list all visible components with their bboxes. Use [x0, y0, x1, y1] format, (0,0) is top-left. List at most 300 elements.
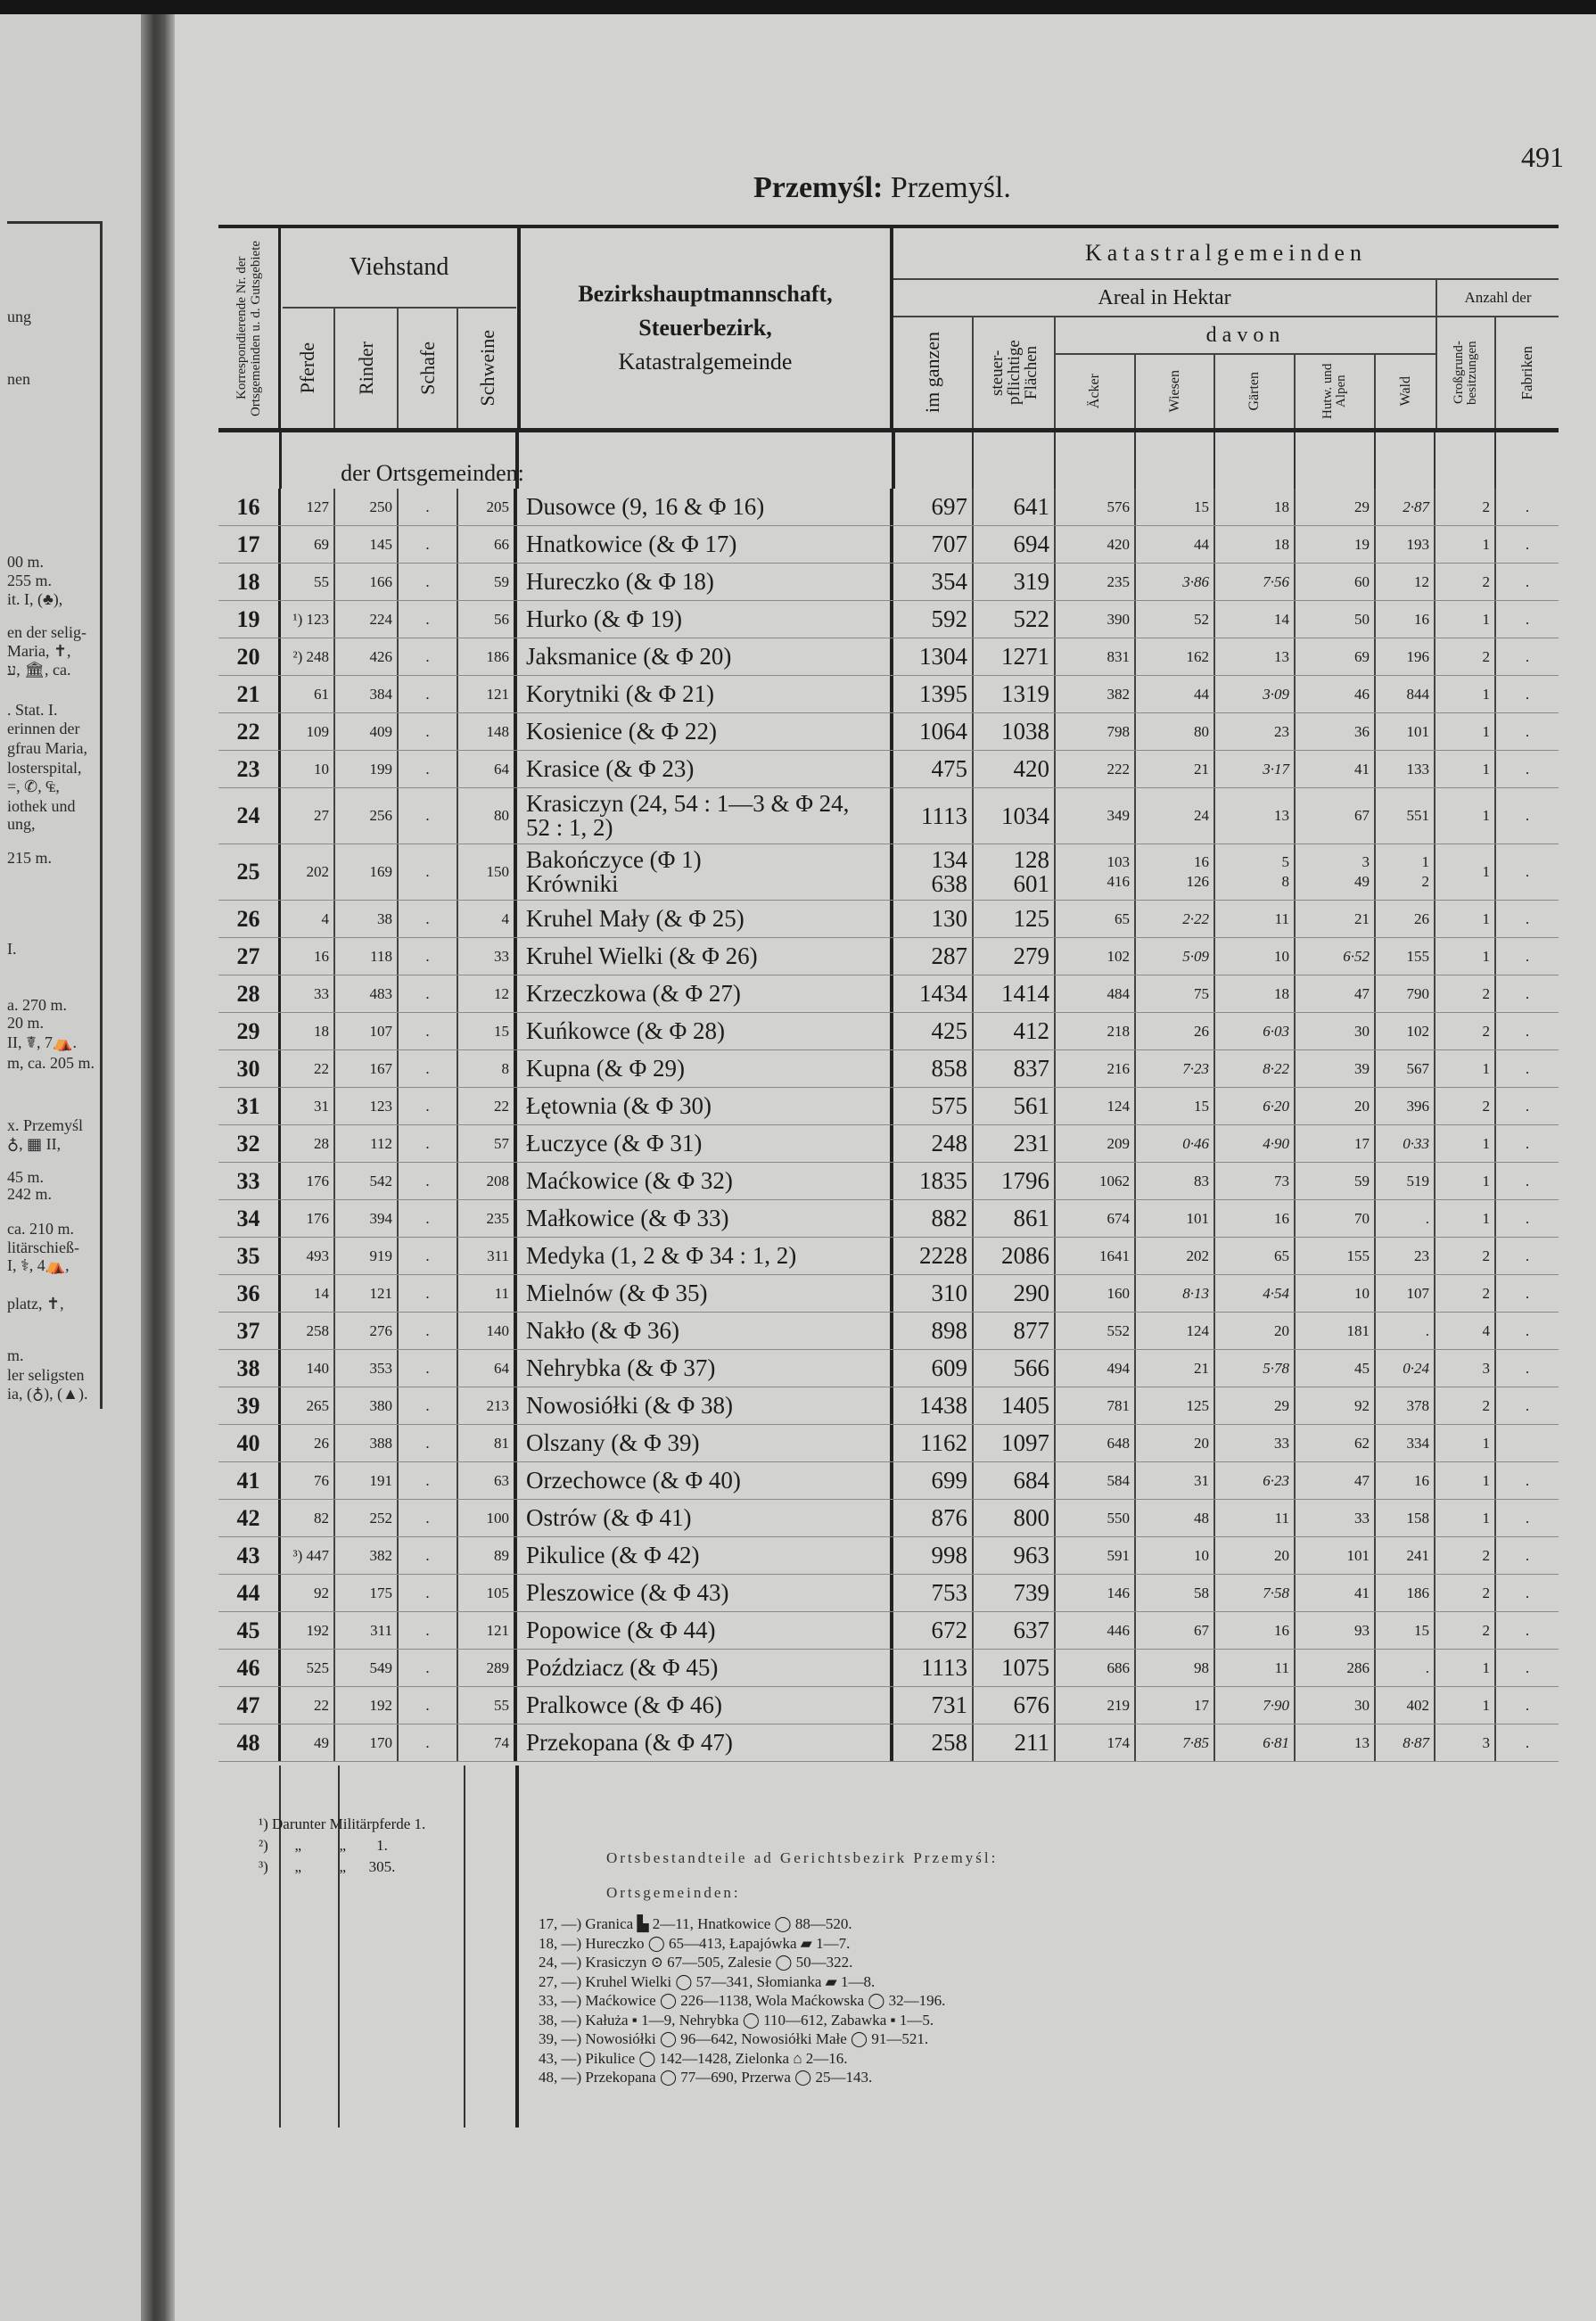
cell-katastralgemeinde: Kosienice (& Φ 22)	[517, 713, 893, 750]
cell-area-total: 134 638	[893, 844, 974, 900]
cell-grossgrund: 1	[1436, 1687, 1496, 1724]
cell-pferde: 61	[281, 676, 335, 712]
cell-wald: 844	[1376, 676, 1436, 712]
cell-schafe: .	[399, 1462, 458, 1499]
cell-wiesen: 10	[1136, 1537, 1215, 1574]
cell-row-number: 35	[218, 1238, 281, 1274]
cell-row-number: 18	[218, 564, 281, 600]
cell-hutweiden: 101	[1296, 1537, 1376, 1574]
cell-area-total: 697	[893, 489, 974, 525]
margin-text-line: ia, (♁), (▲).	[7, 1385, 88, 1403]
cell-fabriken: .	[1525, 1546, 1530, 1564]
cell-row-number: 27	[218, 938, 281, 975]
table-row	[218, 1050, 1559, 1088]
cell-schafe: .	[399, 1200, 458, 1237]
table-row	[218, 1013, 1559, 1050]
cell-schweine: 57	[458, 1125, 517, 1162]
cell-hutweiden: 50	[1296, 601, 1376, 638]
cell-katastralgemeinde: Popowice (& Φ 44)	[517, 1612, 893, 1649]
cell-row-number: 34	[218, 1200, 281, 1237]
margin-text-line: m, ca. 205 m.	[7, 1054, 95, 1072]
cell-fabriken: .	[1525, 1247, 1530, 1264]
cell-schweine: 74	[458, 1724, 517, 1761]
cell-rinder: 166	[335, 564, 399, 600]
cell-fabriken: .	[1525, 760, 1530, 778]
cell-fabriken: .	[1525, 610, 1530, 628]
cell-fabriken: .	[1525, 807, 1530, 824]
cell-schweine: 89	[458, 1537, 517, 1574]
table-row	[218, 1500, 1559, 1537]
cell-gaerten: 6·23	[1215, 1462, 1296, 1499]
cell-aecker: 576	[1056, 489, 1136, 525]
cell-grossgrund: 2	[1436, 564, 1496, 600]
cell-aecker: 1062	[1056, 1163, 1136, 1199]
cell-wiesen: 52	[1136, 601, 1215, 638]
cell-area-taxable: 676	[974, 1687, 1056, 1724]
cell-area-total: 898	[893, 1313, 974, 1349]
cell-schafe: .	[399, 751, 458, 787]
cell-fabriken: .	[1525, 1733, 1530, 1751]
cell-katastralgemeinde: Kuńkowce (& Φ 28)	[517, 1013, 893, 1049]
cell-area-total: 354	[893, 564, 974, 600]
cell-schafe: .	[399, 601, 458, 638]
cell-row-number: 28	[218, 975, 281, 1012]
cell-area-total: 858	[893, 1050, 974, 1087]
cell-grossgrund: 2	[1436, 638, 1496, 675]
cell-area-total: 1304	[893, 638, 974, 675]
cell-rinder: 256	[335, 788, 399, 844]
cell-katastralgemeinde: Hurko (& Φ 19)	[517, 601, 893, 638]
cell-gaerten: 13	[1215, 788, 1296, 844]
cell-wald: 8·87	[1376, 1724, 1436, 1761]
cell-katastralgemeinde: Pleszowice (& Φ 43)	[517, 1575, 893, 1611]
cell-pferde: 18	[281, 1013, 335, 1049]
cell-gaerten: 18	[1215, 526, 1296, 563]
cell-schafe: .	[399, 1275, 458, 1312]
cell-row-number: 30	[218, 1050, 281, 1087]
table-row	[218, 676, 1559, 713]
cell-area-total: 1113	[893, 1650, 974, 1686]
header-bezirk-line2: Steuerbezirk,	[638, 315, 772, 341]
cell-hutweiden: 70	[1296, 1200, 1376, 1237]
cell-rinder: 121	[335, 1275, 399, 1312]
cell-fabriken: .	[1525, 1396, 1530, 1414]
header-davon: davon	[1205, 323, 1286, 347]
cell-rinder: 199	[335, 751, 399, 787]
header-aecker-label: Äcker	[1087, 374, 1102, 409]
cell-area-taxable: 211	[974, 1724, 1056, 1761]
cell-wiesen: 125	[1136, 1387, 1215, 1424]
cell-fabriken: .	[1525, 863, 1530, 880]
margin-text-line: ע, 🏛, ca.	[7, 661, 71, 679]
cell-schafe: .	[399, 1724, 458, 1761]
cell-schweine: 22	[458, 1088, 517, 1124]
cell-area-total: 310	[893, 1275, 974, 1312]
cell-schweine: 66	[458, 526, 517, 563]
cell-schafe: .	[399, 901, 458, 937]
cell-wald: 23	[1376, 1238, 1436, 1274]
margin-text-line: en der selig-	[7, 623, 86, 641]
cell-aecker: 420	[1056, 526, 1136, 563]
cell-area-total: 475	[893, 751, 974, 787]
scan-top-edge	[0, 0, 1596, 14]
cell-gaerten: 11	[1215, 901, 1296, 937]
cell-schweine: 64	[458, 751, 517, 787]
table-row	[218, 901, 1559, 938]
header-fabriken-label: Fabriken	[1518, 345, 1535, 400]
cell-area-total: 609	[893, 1350, 974, 1387]
cell-grossgrund: 1	[1436, 601, 1496, 638]
cell-katastralgemeinde: Łętownia (& Φ 30)	[517, 1088, 893, 1124]
cell-wiesen: 26	[1136, 1013, 1215, 1049]
cell-area-total: 130	[893, 901, 974, 937]
margin-text-line: platz, ✝,	[7, 1295, 64, 1313]
cell-pferde: 22	[281, 1687, 335, 1724]
table-header	[218, 225, 1559, 432]
cell-row-number: 40	[218, 1425, 281, 1461]
cell-aecker: 209	[1056, 1125, 1136, 1162]
cell-wiesen: 67	[1136, 1612, 1215, 1649]
margin-text-line: I, ⚕, 4⛺,	[7, 1256, 70, 1274]
cell-schweine: 55	[458, 1687, 517, 1724]
cell-area-total: 575	[893, 1088, 974, 1124]
margin-text-line: a. 270 m.	[7, 996, 67, 1014]
cell-row-number: 17	[218, 526, 281, 563]
cell-katastralgemeinde: Ostrów (& Φ 41)	[517, 1500, 893, 1536]
cell-schweine: 56	[458, 601, 517, 638]
header-areal: Areal in Hektar	[1098, 285, 1231, 309]
cell-gaerten: 6·03	[1215, 1013, 1296, 1049]
cell-aecker: 382	[1056, 676, 1136, 712]
cell-wiesen: 44	[1136, 676, 1215, 712]
cell-fabriken: .	[1525, 722, 1530, 740]
table-row	[218, 1575, 1559, 1612]
cell-area-taxable: 739	[974, 1575, 1056, 1611]
cell-wiesen: 21	[1136, 1350, 1215, 1387]
cell-fabriken: .	[1525, 1172, 1530, 1189]
table-row	[218, 751, 1559, 788]
table-row	[218, 1238, 1559, 1275]
table-row	[218, 938, 1559, 975]
cell-fabriken: .	[1525, 498, 1530, 515]
cell-hutweiden: 6·52	[1296, 938, 1376, 975]
cell-grossgrund: 2	[1436, 1013, 1496, 1049]
cell-hutweiden: 59	[1296, 1163, 1376, 1199]
cell-wiesen: 162	[1136, 638, 1215, 675]
header-hutweiden	[1296, 355, 1376, 428]
cell-row-number: 21	[218, 676, 281, 712]
cell-hutweiden: 286	[1296, 1650, 1376, 1686]
header-nr	[218, 228, 281, 428]
cell-area-taxable: 231	[974, 1125, 1056, 1162]
cell-schweine: 81	[458, 1425, 517, 1461]
cell-fabriken: .	[1525, 1209, 1530, 1227]
cell-rinder: 191	[335, 1462, 399, 1499]
cell-row-number: 42	[218, 1500, 281, 1536]
footnote: ¹) Darunter Militärpferde 1.	[259, 1815, 426, 1832]
header-bezirk	[517, 228, 893, 428]
cell-schafe: .	[399, 1238, 458, 1274]
cell-aecker: 494	[1056, 1350, 1136, 1387]
cell-fabriken: .	[1525, 685, 1530, 703]
cell-area-taxable: 641	[974, 489, 1056, 525]
table-row	[218, 844, 1559, 901]
header-aecker	[1056, 355, 1136, 428]
cell-fabriken: .	[1525, 1321, 1530, 1339]
cell-row-number: 16	[218, 489, 281, 525]
cell-gaerten: 29	[1215, 1387, 1296, 1424]
cell-wald: 0·33	[1376, 1125, 1436, 1162]
cell-rinder: 394	[335, 1200, 399, 1237]
cell-gaerten: 5 8	[1215, 844, 1296, 900]
cell-schafe: .	[399, 1650, 458, 1686]
cell-wiesen: 17	[1136, 1687, 1215, 1724]
divider	[100, 223, 103, 1409]
cell-katastralgemeinde: Nowosiółki (& Φ 38)	[517, 1387, 893, 1424]
cell-row-number: 38	[218, 1350, 281, 1387]
cell-area-taxable: 522	[974, 601, 1056, 638]
margin-text-line: ler seligsten	[7, 1366, 85, 1384]
cell-pferde: 109	[281, 713, 335, 750]
cell-hutweiden: 29	[1296, 489, 1376, 525]
cell-schafe: .	[399, 638, 458, 675]
cell-gaerten: 20	[1215, 1313, 1296, 1349]
cell-wald: 241	[1376, 1537, 1436, 1574]
cell-aecker: 65	[1056, 901, 1136, 937]
cell-schafe: .	[399, 1088, 458, 1124]
cell-area-total: 699	[893, 1462, 974, 1499]
cell-pferde: 31	[281, 1088, 335, 1124]
cell-rinder: 384	[335, 676, 399, 712]
cell-grossgrund: 2	[1436, 1612, 1496, 1649]
cell-katastralgemeinde: Olszany (& Φ 39)	[517, 1425, 893, 1461]
cell-hutweiden: 19	[1296, 526, 1376, 563]
header-schafe-label: Schafe	[415, 342, 439, 395]
cell-pferde: 4	[281, 901, 335, 937]
cell-aecker: 219	[1056, 1687, 1136, 1724]
cell-area-taxable: 566	[974, 1350, 1056, 1387]
cell-pferde: ³) 447	[281, 1537, 335, 1574]
cell-area-taxable: 561	[974, 1088, 1056, 1124]
cell-pferde: 10	[281, 751, 335, 787]
cell-area-taxable: 963	[974, 1537, 1056, 1574]
note-entry: 39, —) Nowosiółki ◯ 96—642, Nowosiółki Małe ◯ 91—521.	[539, 2030, 929, 2047]
table-row	[218, 1200, 1559, 1238]
cell-gaerten: 11	[1215, 1500, 1296, 1536]
cell-rinder: 426	[335, 638, 399, 675]
cell-wiesen: 7·85	[1136, 1724, 1215, 1761]
cell-gaerten: 65	[1215, 1238, 1296, 1274]
cell-wald: 334	[1376, 1425, 1436, 1461]
cell-row-number: 20	[218, 638, 281, 675]
cell-fabriken: .	[1525, 947, 1530, 965]
cell-hutweiden: 62	[1296, 1425, 1376, 1461]
cell-grossgrund: 2	[1436, 1088, 1496, 1124]
cell-area-total: 882	[893, 1200, 974, 1237]
table-row	[218, 1687, 1559, 1724]
cell-wald: 133	[1376, 751, 1436, 787]
cell-wiesen: 7·23	[1136, 1050, 1215, 1087]
cell-pferde: 493	[281, 1238, 335, 1274]
cell-wald: 26	[1376, 901, 1436, 937]
margin-text-line: it. I, (♣),	[7, 590, 63, 608]
note-entry: 48, —) Przekopana ◯ 77—690, Przerwa ◯ 25—143.	[539, 2069, 873, 2086]
cell-fabriken: .	[1525, 1059, 1530, 1077]
cell-katastralgemeinde: Łuczyce (& Φ 31)	[517, 1125, 893, 1162]
cell-wald: 2·87	[1376, 489, 1436, 525]
cell-grossgrund: 1	[1436, 1650, 1496, 1686]
margin-text-line: nen	[7, 370, 30, 388]
cell-grossgrund: 1	[1436, 1163, 1496, 1199]
cell-aecker: 235	[1056, 564, 1136, 600]
cell-grossgrund: 1	[1436, 1200, 1496, 1237]
cell-wiesen: 5·09	[1136, 938, 1215, 975]
cell-pferde: ²) 248	[281, 638, 335, 675]
cell-area-taxable: 125	[974, 901, 1056, 937]
cell-area-taxable: 319	[974, 564, 1056, 600]
cell-wiesen: 101	[1136, 1200, 1215, 1237]
cell-aecker: 124	[1056, 1088, 1136, 1124]
cell-schweine: 8	[458, 1050, 517, 1087]
cell-rinder: 123	[335, 1088, 399, 1124]
header-wald	[1376, 355, 1436, 428]
note-entry: 38, —) Kałuża ▪ 1—9, Nehrybka ◯ 110—612, Zabawka ▪ 1—5.	[539, 2011, 934, 2029]
cell-row-number: 23	[218, 751, 281, 787]
footnote: ³) „ „ 305.	[259, 1858, 396, 1875]
table-row	[218, 1387, 1559, 1425]
margin-text-line: 45 m.	[7, 1168, 45, 1186]
note-entry: 18, —) Hureczko ◯ 65—413, Łapajówka ▰ 1—7.	[539, 1934, 851, 1952]
cell-schafe: .	[399, 844, 458, 900]
cell-rinder: 38	[335, 901, 399, 937]
cell-grossgrund: 2	[1436, 1238, 1496, 1274]
table-row	[218, 1425, 1559, 1462]
cell-area-taxable: 637	[974, 1612, 1056, 1649]
cell-katastralgemeinde: Orzechowce (& Φ 40)	[517, 1462, 893, 1499]
notes-subheading: Ortsgemeinden:	[606, 1884, 741, 1901]
cell-area-total: 1395	[893, 676, 974, 712]
cell-area-taxable: 1271	[974, 638, 1056, 675]
cell-hutweiden: 46	[1296, 676, 1376, 712]
cell-pferde: 28	[281, 1125, 335, 1162]
cell-gaerten: 23	[1215, 713, 1296, 750]
cell-row-number: 37	[218, 1313, 281, 1349]
cell-pferde: 176	[281, 1200, 335, 1237]
cell-hutweiden: 155	[1296, 1238, 1376, 1274]
cell-schafe: .	[399, 1125, 458, 1162]
cell-area-total: 1835	[893, 1163, 974, 1199]
cell-rinder: 169	[335, 844, 399, 900]
cell-fabriken: .	[1525, 1584, 1530, 1601]
cell-wiesen: 2·22	[1136, 901, 1215, 937]
cell-area-taxable: 877	[974, 1313, 1056, 1349]
cell-gaerten: 14	[1215, 601, 1296, 638]
cell-schweine: 148	[458, 713, 517, 750]
cell-area-taxable: 1796	[974, 1163, 1056, 1199]
cell-row-number: 24	[218, 788, 281, 844]
cell-rinder: 380	[335, 1387, 399, 1424]
cell-hutweiden: 30	[1296, 1013, 1376, 1049]
cell-hutweiden: 41	[1296, 1575, 1376, 1611]
cell-aecker: 798	[1056, 713, 1136, 750]
cell-area-total: 731	[893, 1687, 974, 1724]
cell-row-number: 46	[218, 1650, 281, 1686]
note-entry: 24, —) Krasiczyn ⊙ 67—505, Zalesie ◯ 50—322.	[539, 1954, 853, 1971]
cell-grossgrund: 4	[1436, 1313, 1496, 1349]
cell-grossgrund: 3	[1436, 1724, 1496, 1761]
cell-pferde: 14	[281, 1275, 335, 1312]
cell-katastralgemeinde: Jaksmanice (& Φ 20)	[517, 638, 893, 675]
cell-row-number: 31	[218, 1088, 281, 1124]
cell-grossgrund: 1	[1436, 1425, 1496, 1461]
cell-grossgrund: 2	[1436, 975, 1496, 1012]
header-steuer-label: steuer-pflichtige Flächen	[987, 340, 1041, 406]
cell-wald: 158	[1376, 1500, 1436, 1536]
table-body	[218, 489, 1559, 1762]
cell-schweine: 121	[458, 676, 517, 712]
cell-pferde: 69	[281, 526, 335, 563]
cell-rinder: 353	[335, 1350, 399, 1387]
cell-fabriken: .	[1525, 572, 1530, 590]
cell-rinder: 112	[335, 1125, 399, 1162]
cell-wiesen: 98	[1136, 1650, 1215, 1686]
cell-rinder: 382	[335, 1537, 399, 1574]
cell-schafe: .	[399, 489, 458, 525]
header-bezirk-line1: Bezirkshauptmannschaft,	[578, 281, 833, 307]
cell-schweine: 150	[458, 844, 517, 900]
cell-aecker: 349	[1056, 788, 1136, 844]
cell-wald: 402	[1376, 1687, 1436, 1724]
cell-area-taxable: 279	[974, 938, 1056, 975]
cell-gaerten: 4·90	[1215, 1125, 1296, 1162]
notes-heading: Ortsbestandteile ad Gerichtsbezirk Przemyśl:	[606, 1849, 999, 1866]
column-rule	[515, 1765, 519, 2128]
cell-gaerten: 33	[1215, 1425, 1296, 1461]
note-entry: 43, —) Pikulice ◯ 142—1428, Zielonka ⌂ 2—16.	[539, 2049, 848, 2067]
cell-grossgrund: 1	[1436, 676, 1496, 712]
cell-row-number: 41	[218, 1462, 281, 1499]
cell-row-number: 32	[218, 1125, 281, 1162]
cell-wald: 107	[1376, 1275, 1436, 1312]
cell-katastralgemeinde: Pralkowce (& Φ 46)	[517, 1687, 893, 1724]
cell-schafe: .	[399, 1050, 458, 1087]
cell-area-taxable: 861	[974, 1200, 1056, 1237]
margin-text-line: litärschieß-	[7, 1239, 79, 1256]
cell-pferde: 82	[281, 1500, 335, 1536]
cell-wald: 12	[1376, 564, 1436, 600]
cell-gaerten: 5·78	[1215, 1350, 1296, 1387]
cell-schweine: 311	[458, 1238, 517, 1274]
cell-schweine: 59	[458, 564, 517, 600]
cell-row-number: 36	[218, 1275, 281, 1312]
cell-schafe: .	[399, 1387, 458, 1424]
cell-rinder: 170	[335, 1724, 399, 1761]
cell-rinder: 388	[335, 1425, 399, 1461]
cell-hutweiden: 181	[1296, 1313, 1376, 1349]
cell-grossgrund: 2	[1436, 489, 1496, 525]
cell-katastralgemeinde: Medyka (1, 2 & Φ 34 : 1, 2)	[517, 1238, 893, 1274]
cell-schafe: .	[399, 564, 458, 600]
cell-schafe: .	[399, 788, 458, 844]
cell-katastralgemeinde: Kruhel Mały (& Φ 25)	[517, 901, 893, 937]
cell-gaerten: 20	[1215, 1537, 1296, 1574]
cell-pferde: 33	[281, 975, 335, 1012]
cell-schweine: 15	[458, 1013, 517, 1049]
cell-wiesen: 0·46	[1136, 1125, 1215, 1162]
cell-gaerten: 7·90	[1215, 1687, 1296, 1724]
cell-grossgrund: 2	[1436, 1575, 1496, 1611]
cell-hutweiden: 60	[1296, 564, 1376, 600]
